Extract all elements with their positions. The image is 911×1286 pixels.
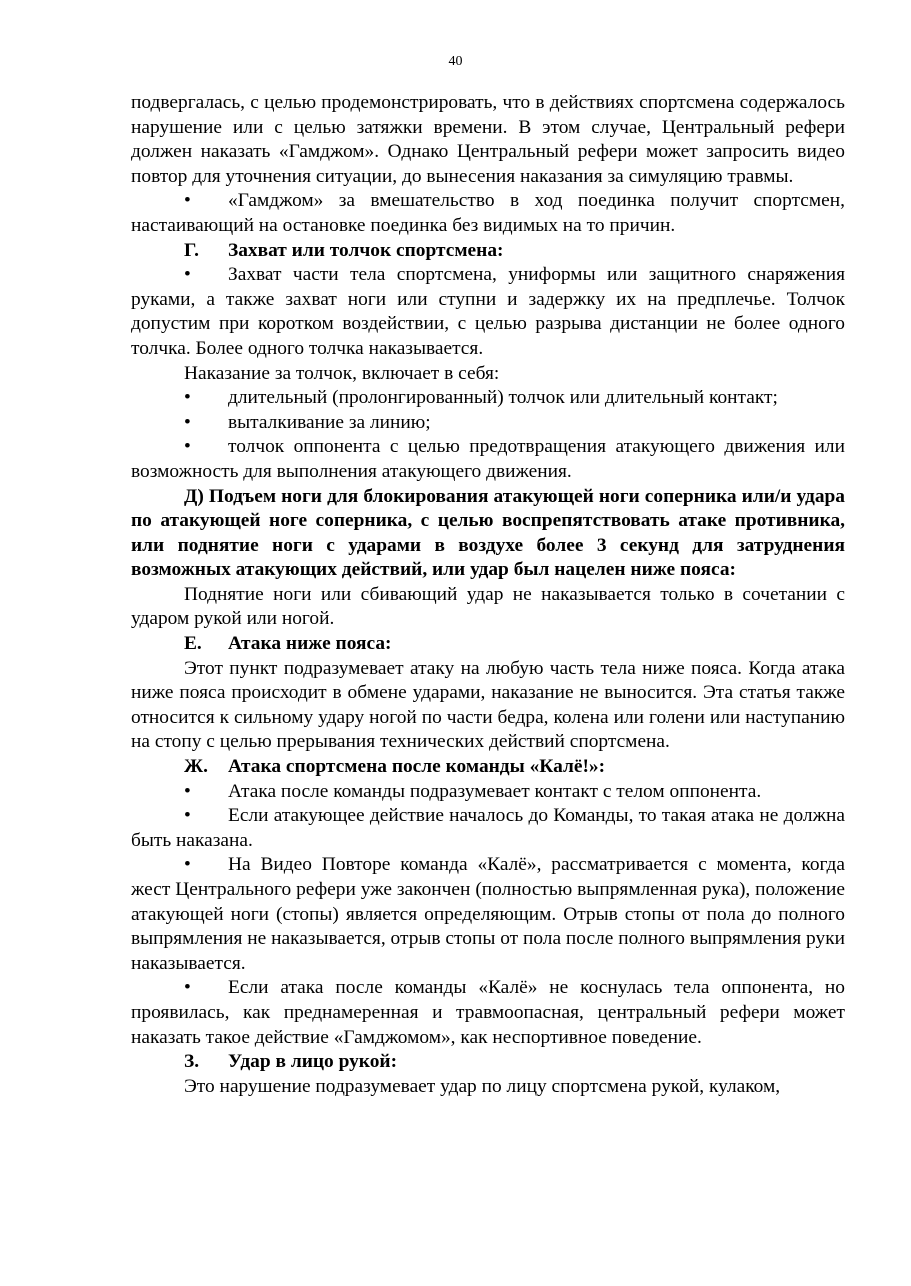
section-heading bbox=[131, 755, 845, 780]
list-item bbox=[131, 976, 845, 1050]
list-item-text: На Видео Повторе команда «Калё», рассматривается с момента, когда жест Центрального рефери уже закончен (полностью выпрямленная рука), положение атакующей ноги (стопы) является определяющим. Отрыв стопы от пола до полного выпрямления не наказывается, отрыв стопы от пола после полного выпрямления руки наказывается. bbox=[131, 854, 845, 974]
bold-section-heading: Д) Подъем ноги для блокирования атакующей ноги соперника или/и удара по атакующей ноге соперника, с целью воспрепятствовать атаке противника, или поднятие ноги с ударами в воздухе более 3 секунд для затруднения возможных атакующих действий, или удар был нацелен ниже пояса: bbox=[131, 485, 845, 581]
list-item-text: Если атакующее действие началось до Команды, то такая атака не должна быть наказана. bbox=[131, 805, 845, 851]
page-number: 40 bbox=[448, 54, 463, 69]
section-letter: З. bbox=[184, 1051, 200, 1073]
section-letter: Г. bbox=[184, 239, 199, 261]
bullet-marker: • bbox=[184, 190, 191, 212]
bullet-marker: • bbox=[184, 264, 191, 286]
list-item bbox=[131, 804, 845, 853]
paragraph: Этот пункт подразумевает атаку на любую часть тела ниже пояса. Когда атака ниже пояса происходит в обмене ударами, наказание не выносится. Эта статья также относится к сильному удару ногой по части бедра, колена или голени или наступанию на стопу с целью прерывания технических действий спортсмена. bbox=[131, 657, 845, 753]
paragraph: подвергалась, с целью продемонстрировать, что в действиях спортсмена содержалось нарушение или с целью затяжки времени. В этом случае, Центральный рефери должен наказать «Гамджом». Однако Центральный рефери может запросить видео повтор для уточнения ситуации, до вынесения наказания за симуляцию травмы. bbox=[131, 92, 845, 187]
section-letter: Е. bbox=[184, 633, 202, 655]
paragraph: Это нарушение подразумевает удар по лицу спортсмена рукой, кулаком, bbox=[184, 1075, 781, 1097]
list-item bbox=[131, 263, 845, 361]
bullet-marker: • bbox=[184, 436, 191, 458]
paragraph: Наказание за толчок, включает в себя: bbox=[184, 362, 500, 384]
section-heading bbox=[131, 239, 845, 264]
list-item-text: Атака после команды подразумевает контакт с телом оппонента. bbox=[228, 780, 762, 802]
list-item bbox=[131, 386, 845, 411]
list-item-text: толчок оппонента с целью предотвращения атакующего движения или возможность для выполнения атакующего движения. bbox=[131, 436, 845, 482]
list-item bbox=[131, 780, 845, 805]
list-item-text: Если атака после команды «Калё» не коснулась тела оппонента, но проявилась, как преднамеренная и травмоопасная, центральный рефери может наказать такое действие «Гамджомом», как неспортивное поведение. bbox=[131, 977, 845, 1048]
list-item-text: выталкивание за линию; bbox=[228, 411, 431, 433]
list-item bbox=[131, 853, 845, 976]
section-heading bbox=[131, 632, 845, 657]
bullet-marker: • bbox=[184, 780, 191, 802]
list-item bbox=[131, 435, 845, 484]
list-item bbox=[131, 189, 845, 238]
bullet-marker: • bbox=[184, 387, 191, 409]
list-item-text: Захват части тела спортсмена, униформы или защитного снаряжения руками, а также захват ноги или ступни и задержку их на предплечье. Толчок допустим при коротком воздействии, с целью разрыва дистанции не более одного толчка. Более одного толчка наказывается. bbox=[131, 264, 845, 359]
section-heading bbox=[131, 1050, 845, 1075]
document-body bbox=[131, 91, 845, 1099]
section-letter: Ж. bbox=[184, 756, 209, 778]
paragraph: Поднятие ноги или сбивающий удар не наказывается только в сочетании с ударом рукой или ногой. bbox=[131, 583, 845, 630]
section-heading-text: Удар в лицо рукой: bbox=[228, 1051, 398, 1073]
bullet-marker: • bbox=[184, 977, 191, 999]
list-item bbox=[131, 411, 845, 436]
bullet-marker: • bbox=[184, 805, 191, 827]
bullet-marker: • bbox=[184, 854, 191, 876]
section-heading-text: Захват или толчок спортсмена: bbox=[228, 239, 504, 261]
list-item-text: длительный (пролонгированный) толчок или длительный контакт; bbox=[228, 387, 778, 409]
list-item-text: «Гамджом» за вмешательство в ход поединка получит спортсмен, настаивающий на остановке поединка без видимых на то причин. bbox=[131, 190, 845, 236]
bullet-marker: • bbox=[184, 411, 191, 433]
section-heading-text: Атака спортсмена после команды «Калё!»: bbox=[228, 756, 606, 778]
section-heading-text: Атака ниже пояса: bbox=[228, 633, 392, 655]
